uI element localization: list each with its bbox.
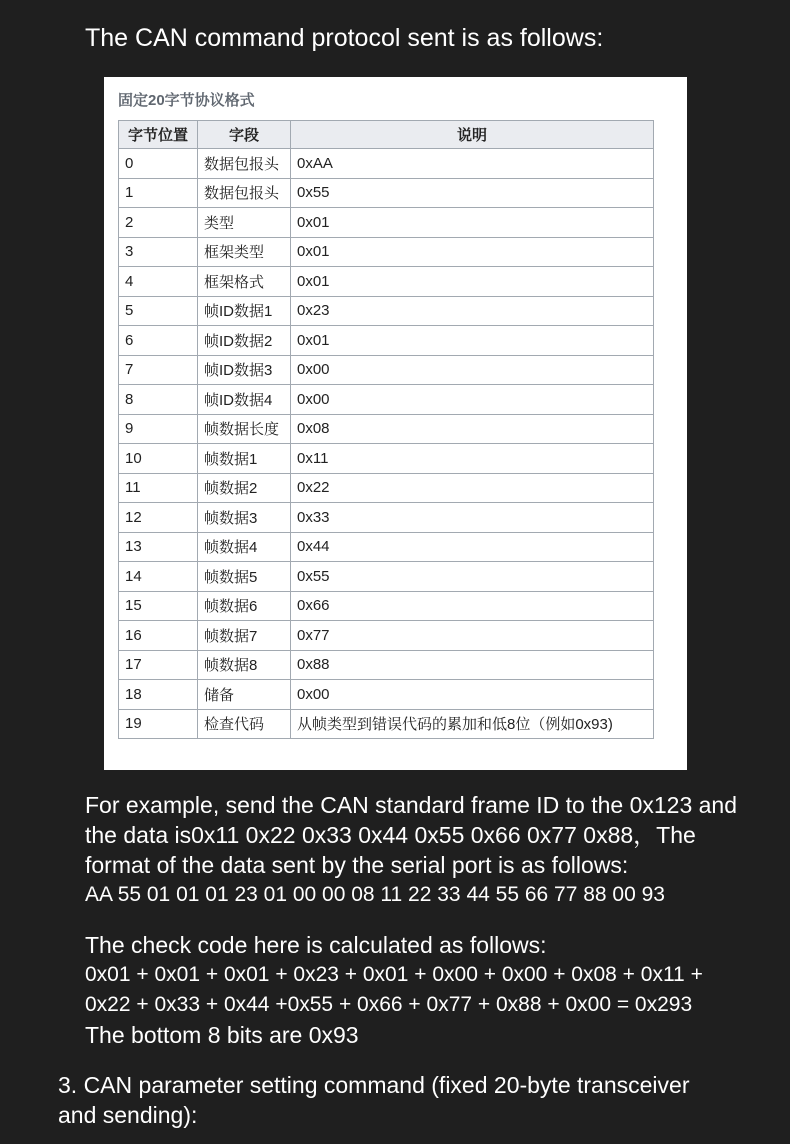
cell-field: 帧数据3 — [198, 503, 291, 533]
cell-description: 0x33 — [291, 503, 654, 533]
cell-field: 帧ID数据1 — [198, 296, 291, 326]
parameter-setting-heading — [58, 1070, 778, 1130]
cell-field: 框架类型 — [198, 237, 291, 267]
checksum-intro: The check code here is calculated as follows: — [85, 932, 547, 958]
table-row — [119, 621, 654, 651]
cell-description: 0x01 — [291, 237, 654, 267]
cell-field: 检查代码 — [198, 709, 291, 739]
cell-description: 0xAA — [291, 149, 654, 179]
cell-field: 帧数据7 — [198, 621, 291, 651]
cell-description: 0x00 — [291, 680, 654, 710]
column-header-byte-position: 字节位置 — [119, 121, 198, 149]
column-header-description: 说明 — [291, 121, 654, 149]
cell-byte-position: 10 — [119, 444, 198, 474]
cell-byte-position: 1 — [119, 178, 198, 208]
cell-byte-position: 9 — [119, 414, 198, 444]
table-row — [119, 149, 654, 179]
table-row — [119, 503, 654, 533]
cell-field: 数据包报头 — [198, 178, 291, 208]
table-row — [119, 208, 654, 238]
column-header-field: 字段 — [198, 121, 291, 149]
cell-byte-position: 11 — [119, 473, 198, 503]
cell-description: 0x22 — [291, 473, 654, 503]
cell-description: 0x55 — [291, 178, 654, 208]
cell-description: 0x00 — [291, 355, 654, 385]
cell-byte-position: 5 — [119, 296, 198, 326]
cell-description: 0x88 — [291, 650, 654, 680]
cell-byte-position: 17 — [119, 650, 198, 680]
cell-description: 0x23 — [291, 296, 654, 326]
parameter-heading-line-2: and sending): — [58, 1102, 198, 1128]
cell-field: 帧数据8 — [198, 650, 291, 680]
cell-description: 0x11 — [291, 444, 654, 474]
table-row — [119, 591, 654, 621]
protocol-table-image — [104, 77, 687, 770]
table-row — [119, 267, 654, 297]
table-row — [119, 385, 654, 415]
cell-byte-position: 14 — [119, 562, 198, 592]
table-row — [119, 680, 654, 710]
cell-byte-position: 15 — [119, 591, 198, 621]
cell-byte-position: 8 — [119, 385, 198, 415]
cell-description: 0x08 — [291, 414, 654, 444]
table-row — [119, 562, 654, 592]
cell-description: 从帧类型到错误代码的累加和低8位（例如0x93) — [291, 709, 654, 739]
table-row — [119, 414, 654, 444]
cell-byte-position: 18 — [119, 680, 198, 710]
cell-byte-position: 4 — [119, 267, 198, 297]
cell-field: 帧数据1 — [198, 444, 291, 474]
cell-field: 帧数据4 — [198, 532, 291, 562]
cell-byte-position: 2 — [119, 208, 198, 238]
table-caption: 固定20字节协议格式 — [118, 92, 255, 109]
table-row — [119, 650, 654, 680]
table-row — [119, 444, 654, 474]
cell-byte-position: 16 — [119, 621, 198, 651]
cell-byte-position: 0 — [119, 149, 198, 179]
cell-field: 帧ID数据3 — [198, 355, 291, 385]
cell-description: 0x01 — [291, 208, 654, 238]
cell-field: 数据包报头 — [198, 149, 291, 179]
cell-description: 0x44 — [291, 532, 654, 562]
checksum-calc-line-1: 0x01 + 0x01 + 0x01 + 0x23 + 0x01 + 0x00 + 0x00 + 0x08 + 0x11 + — [85, 963, 703, 986]
cell-description: 0x77 — [291, 621, 654, 651]
cell-byte-position: 12 — [119, 503, 198, 533]
checksum-paragraph — [85, 930, 785, 1050]
example-line-1: For example, send the CAN standard frame ID to the 0x123 and — [85, 792, 738, 818]
table-row — [119, 473, 654, 503]
cell-description: 0x55 — [291, 562, 654, 592]
example-line-3: format of the data sent by the serial port is as follows: — [85, 852, 629, 878]
table-row — [119, 355, 654, 385]
cell-field: 帧数据2 — [198, 473, 291, 503]
cell-byte-position: 3 — [119, 237, 198, 267]
cell-field: 帧ID数据4 — [198, 385, 291, 415]
parameter-heading-line-1: 3. CAN parameter setting command (fixed 20-byte transceiver — [58, 1072, 690, 1098]
cell-field: 帧数据长度 — [198, 414, 291, 444]
table-row — [119, 326, 654, 356]
cell-byte-position: 13 — [119, 532, 198, 562]
cell-description: 0x00 — [291, 385, 654, 415]
table-row — [119, 296, 654, 326]
cell-description: 0x01 — [291, 267, 654, 297]
table-row — [119, 532, 654, 562]
table-row — [119, 237, 654, 267]
checksum-result: The bottom 8 bits are 0x93 — [85, 1022, 359, 1048]
table-row — [119, 709, 654, 739]
cell-field: 框架格式 — [198, 267, 291, 297]
protocol-table — [118, 120, 654, 739]
cell-field: 储备 — [198, 680, 291, 710]
example-line-2: the data is0x11 0x22 0x33 0x44 0x55 0x66 0x77 0x88，The — [85, 822, 696, 848]
table-row — [119, 178, 654, 208]
section-heading: The CAN command protocol sent is as follows: — [85, 24, 604, 52]
table-header-row — [119, 121, 654, 149]
example-paragraph — [85, 790, 785, 910]
cell-description: 0x66 — [291, 591, 654, 621]
cell-description: 0x01 — [291, 326, 654, 356]
cell-byte-position: 7 — [119, 355, 198, 385]
cell-field: 类型 — [198, 208, 291, 238]
checksum-calc-line-2: 0x22 + 0x33 + 0x44 +0x55 + 0x66 + 0x77 + 0x88 + 0x00 = 0x293 — [85, 993, 693, 1016]
cell-field: 帧数据5 — [198, 562, 291, 592]
cell-byte-position: 19 — [119, 709, 198, 739]
cell-field: 帧ID数据2 — [198, 326, 291, 356]
example-hex-bytes: AA 55 01 01 01 23 01 00 00 08 11 22 33 44 55 66 77 88 00 93 — [85, 883, 665, 906]
cell-field: 帧数据6 — [198, 591, 291, 621]
cell-byte-position: 6 — [119, 326, 198, 356]
table-body — [119, 149, 654, 739]
